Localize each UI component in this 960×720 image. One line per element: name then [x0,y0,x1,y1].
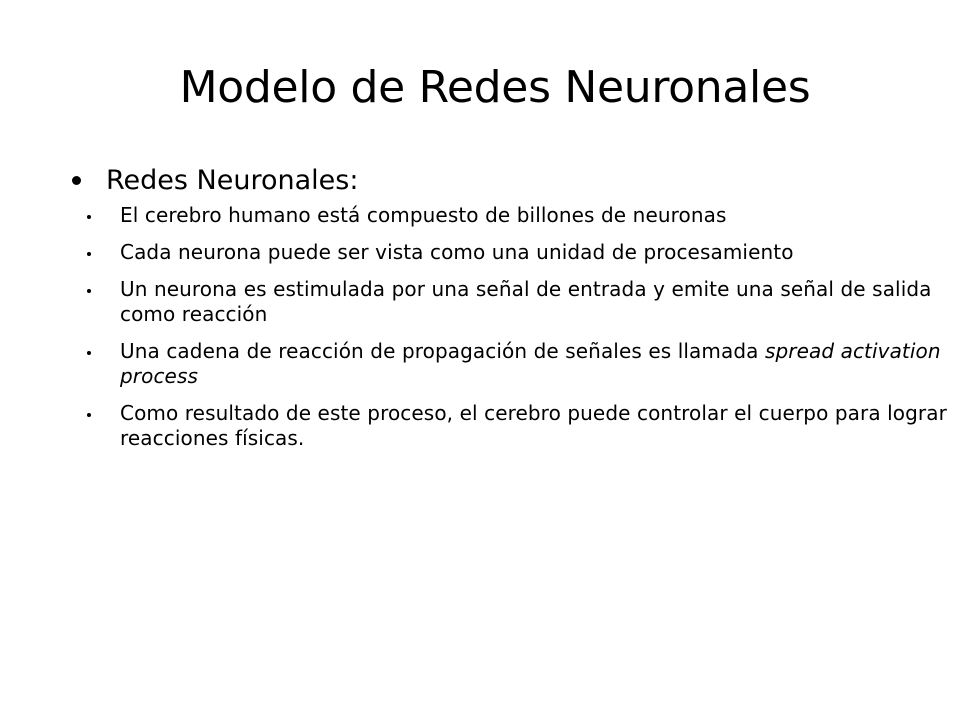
list-item [72,339,952,389]
list-item-text: Una cadena de reacción de propagación de señales es llamada [120,339,765,363]
bullet-section [72,163,952,451]
list-item [72,240,952,265]
sub-bullet-list [72,203,952,451]
bullet-dot-icon [72,176,81,185]
sub-bullet-dot-icon [87,289,91,293]
slide-content [72,163,952,463]
list-item [72,277,952,327]
slide-title: Modelo de Redes Neuronales [179,62,811,113]
section-label: Redes Neuronales: [106,165,359,196]
sub-bullet-dot-icon [87,252,91,256]
sub-bullet-dot-icon [87,413,91,417]
list-item-text: Cada neurona puede ser vista como una unidad de procesamiento [120,240,794,264]
list-item [72,203,952,228]
sub-bullet-dot-icon [87,215,91,219]
sub-bullet-dot-icon [87,351,91,355]
list-item-emphasis: spread activation process [120,339,941,388]
list-item [72,401,952,451]
list-item-text: El cerebro humano está compuesto de billones de neuronas [120,203,727,227]
list-item-text: Como resultado de este proceso, el cerebro puede controlar el cuerpo para lograr reacciones físicas. [120,401,947,450]
list-item-text: Un neurona es estimulada por una señal de entrada y emite una señal de salida como reacción [120,277,932,326]
